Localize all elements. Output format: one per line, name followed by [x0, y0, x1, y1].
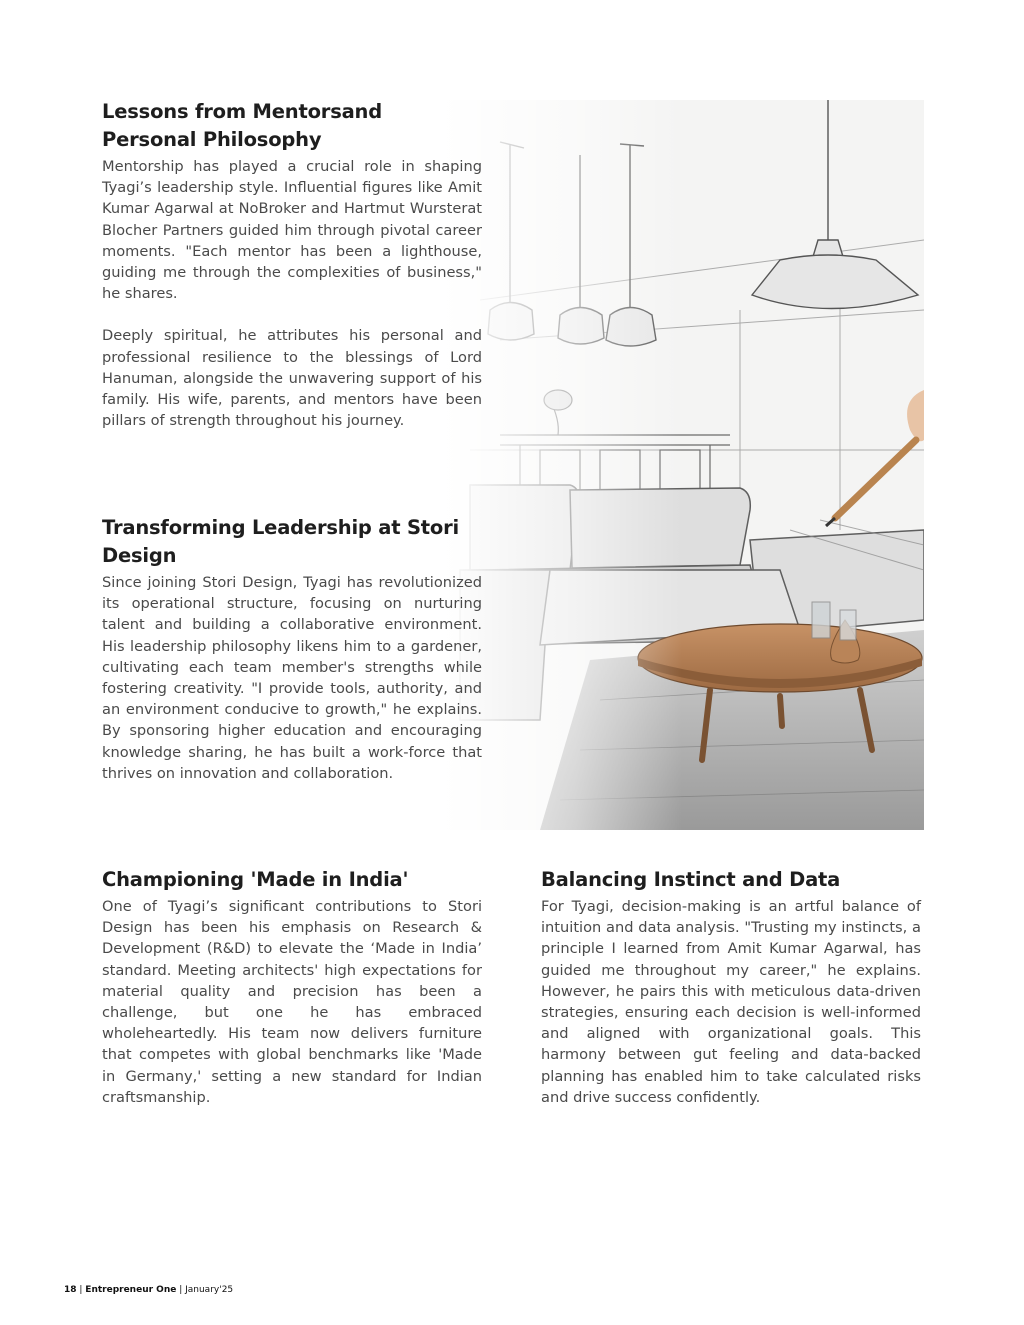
- section-heading: Lessons from Mentorsand Personal Philosophy: [102, 100, 382, 151]
- section-heading: Championing 'Made in India': [102, 868, 409, 891]
- section-made-in-india: [102, 866, 482, 1108]
- body-paragraph: One of Tyagi’s significant contributions to Stori Design has been his emphasis on Research & Development (R&D) to elevate the ‘Made in India’ standard. Meeting architects' high expectations for material quality and precision has been a challenge, but one he has embraced wholeheartedly. His team now delivers furniture that competes with global benchmarks like 'Made in Germany,' setting a new standard for Indian craftsmanship.: [102, 898, 482, 1106]
- page-number: 18: [64, 1285, 77, 1295]
- interior-sketch-illustration: [440, 100, 924, 830]
- magazine-name: Entrepreneur One: [85, 1285, 177, 1295]
- body-paragraph: Mentorship has played a crucial role in shaping Tyagi’s leadership style. Influential figures like Amit Kumar Agarwal at NoBroker and Hartmut Wursterat Blocher Partners guided him through pivotal career moments. "Each mentor has been a lighthouse, guiding me through the complexities of business," he shares.: [102, 158, 482, 303]
- section-heading: Balancing Instinct and Data: [541, 868, 841, 891]
- page-footer: [64, 1285, 233, 1295]
- section-heading: Transforming Leadership at Stori Design: [102, 516, 460, 567]
- body-paragraph: Deeply spiritual, he attributes his personal and professional resilience to the blessings of Lord Hanuman, alongside the unwavering support of his family. His wife, parents, and mentors have been pillars of strength throughout his journey.: [102, 327, 482, 430]
- section-transforming-leadership: [102, 514, 482, 784]
- body-paragraph: Since joining Stori Design, Tyagi has revolutionized its operational structure, focusing on nurturing talent and building a collaborative environment. His leadership philosophy likens him to a gardener, cultivating each team member's strengths while fostering creativity. "I provide tools, authority, and an environment conducive to growth," he explains. By sponsoring higher education and encouraging knowledge sharing, he has built a work-force that thrives on innovation and collaboration.: [102, 574, 482, 782]
- body-paragraph: For Tyagi, decision-making is an artful balance of intuition and data analysis. "Trusting my instincts, a principle I learned from Amit Kumar Agarwal, has guided me throughout my career," he explains. However, he pairs this with meticulous data-driven strategies, ensuring each decision is well-informed and aligned with organizational goals. This harmony between gut feeling and data-backed planning has enabled him to take calculated risks and drive success confidently.: [541, 898, 921, 1106]
- issue-date: January'25: [185, 1285, 234, 1295]
- footer-separator: |: [176, 1285, 186, 1295]
- section-lessons-from-mentors: [102, 98, 482, 431]
- footer-separator: |: [76, 1285, 86, 1295]
- section-balancing-instinct: [541, 866, 921, 1108]
